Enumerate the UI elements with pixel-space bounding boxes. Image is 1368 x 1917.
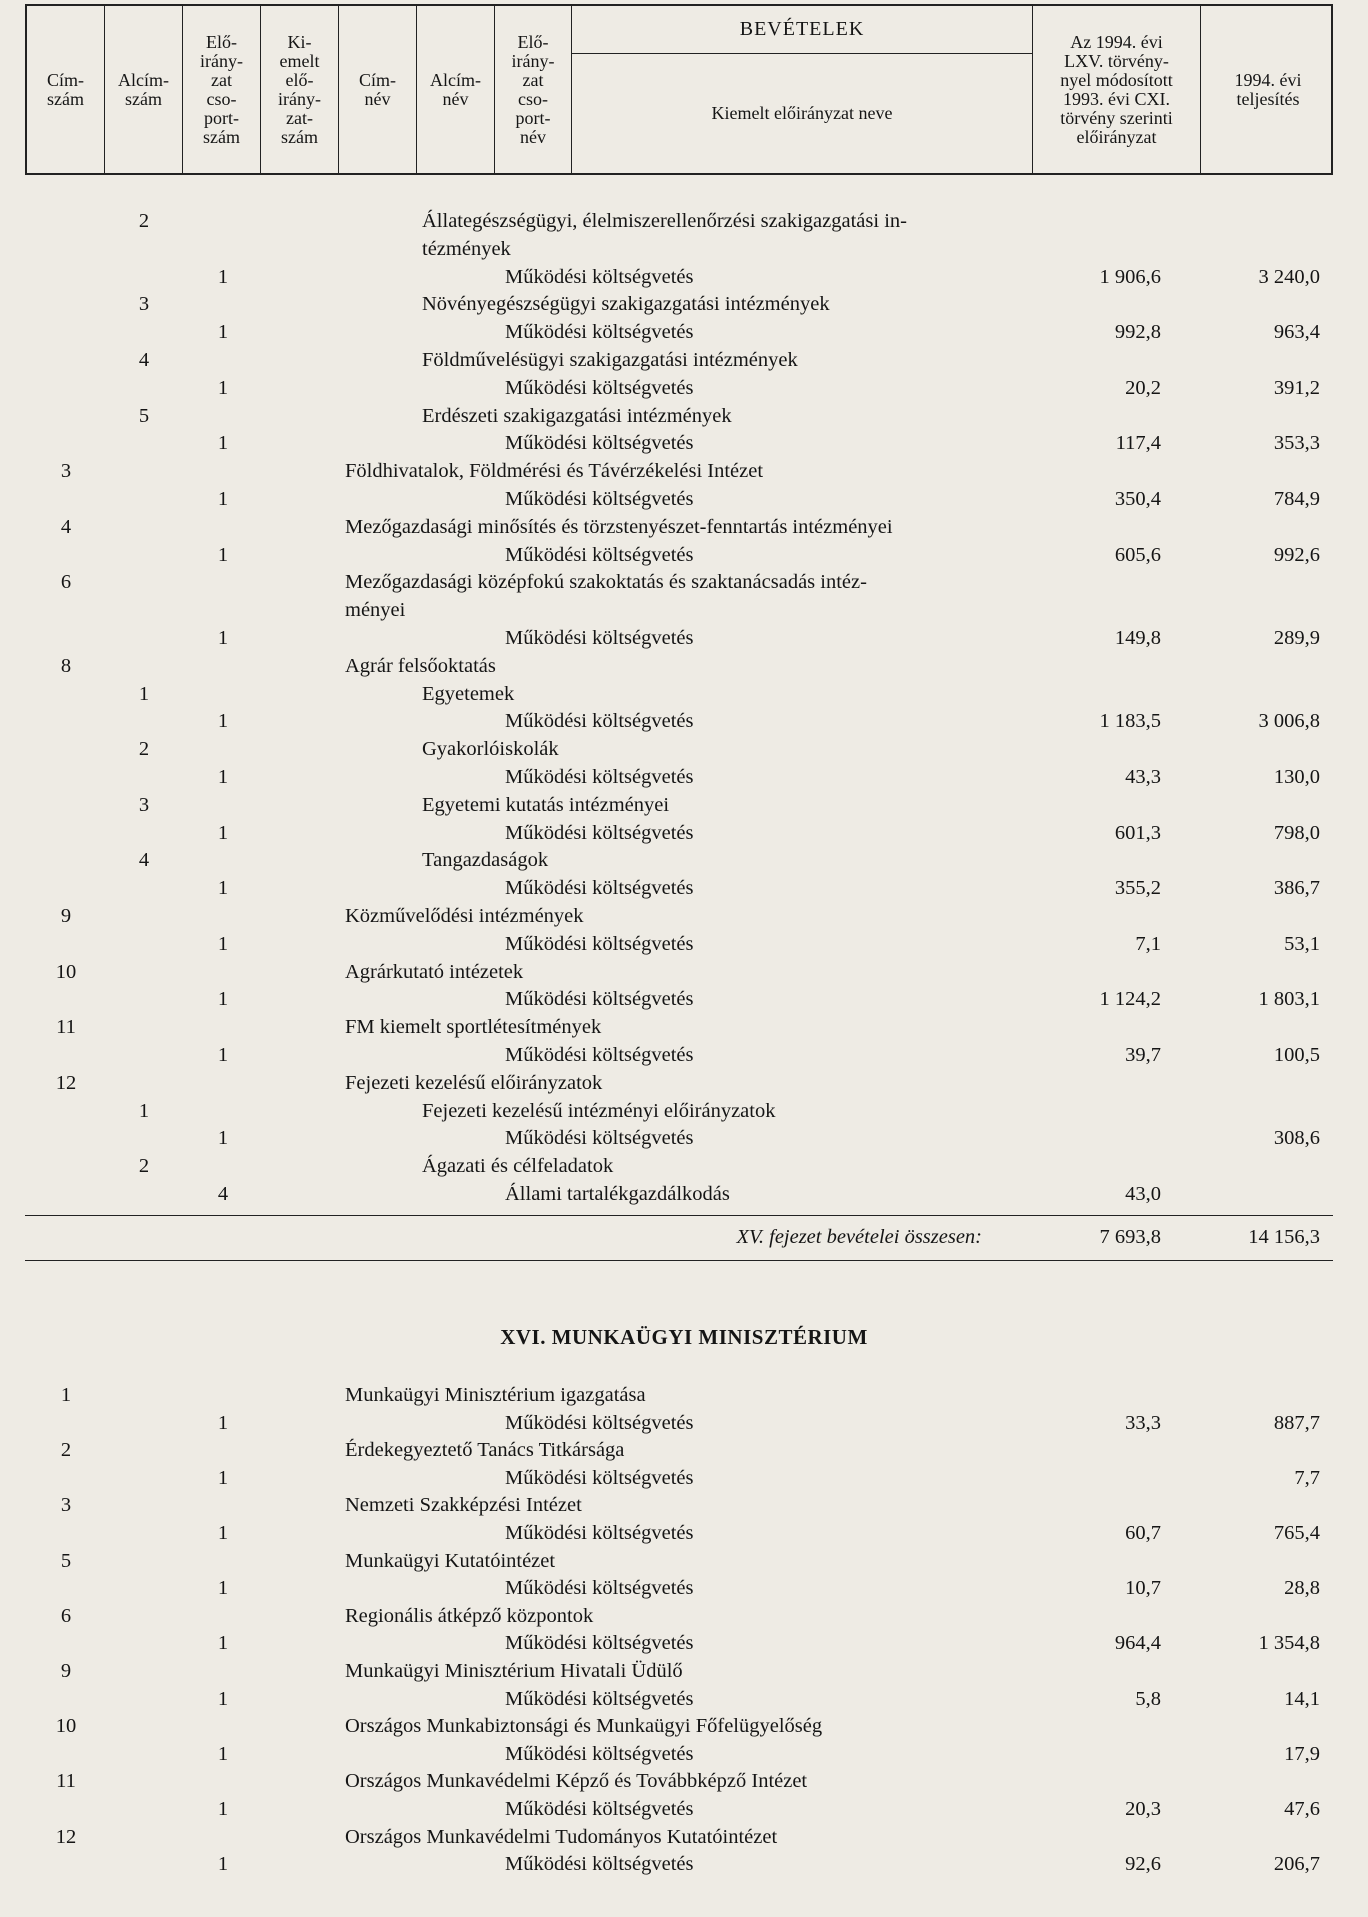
budget-item-name: Működési költségvetés — [505, 1853, 694, 1876]
teljesites-value: 206,7 — [1273, 1853, 1320, 1876]
table-row — [0, 1768, 1368, 1795]
alcim-number: 1 — [138, 1099, 150, 1122]
modositott-value: 60,7 — [1125, 1522, 1161, 1544]
cim-number: 3 — [60, 1494, 72, 1517]
modositott-value: 1 906,6 — [1099, 265, 1161, 288]
cim-name: ményei — [345, 599, 406, 622]
alcim-name: Ágazati és célfeladatok — [422, 1155, 614, 1178]
cim-number: 9 — [60, 905, 72, 927]
header-1994-teljesites: 1994. évi teljesítés — [1234, 69, 1302, 109]
table-row — [0, 820, 1368, 847]
alcim-number: 5 — [138, 404, 150, 427]
kiemelt-number: 1 — [217, 877, 229, 900]
cim-number: 12 — [55, 1825, 77, 1848]
alcim-name: Növényegészségügyi szakigazgatási intézmények — [422, 293, 830, 316]
table-row — [0, 1098, 1368, 1125]
kiemelt-number: 1 — [217, 821, 229, 844]
budget-item-name: Működési költségvetés — [505, 1577, 694, 1600]
table-row — [0, 1548, 1368, 1575]
teljesites-value: 784,9 — [1273, 488, 1320, 510]
modositott-value: 1 183,5 — [1099, 710, 1161, 733]
table-row — [0, 903, 1368, 930]
kiemelt-number: 1 — [217, 932, 229, 955]
header-alcim-szam: Alcím- szám — [105, 6, 183, 173]
cim-number: 10 — [55, 1715, 77, 1738]
cim-name: Mezőgazdasági minősítés és törzstenyészet-fenntartás intézményei — [345, 515, 893, 538]
budget-item-name: Működési költségvetés — [505, 988, 694, 1011]
cim-number: 12 — [55, 1071, 77, 1094]
table-row — [0, 1153, 1368, 1180]
kiemelt-number: 1 — [217, 710, 229, 733]
budget-item-name: Működési költségvetés — [505, 1687, 694, 1710]
budget-item-name: Működési költségvetés — [505, 1127, 694, 1150]
table-row — [0, 625, 1368, 652]
budget-item-name: Működési költségvetés — [505, 432, 694, 455]
total-teljesites-value: 14 156,3 — [1248, 1226, 1320, 1248]
total-bottom-divider — [25, 1260, 1333, 1261]
kiemelt-number: 1 — [217, 1853, 229, 1876]
total-label: XV. fejezet bevételei összesen: — [736, 1226, 982, 1248]
total-modositott-value: 7 693,8 — [1099, 1226, 1161, 1248]
section1-total-row — [0, 1224, 1368, 1251]
kiemelt-number: 1 — [217, 543, 229, 566]
budget-item-name: Működési költségvetés — [505, 1798, 694, 1820]
alcim-name: Tangazdaságok — [422, 849, 549, 872]
budget-item-name: Működési költségvetés — [505, 1522, 694, 1544]
alcim-name: Fejezeti kezelésű intézményi előirányzatok — [422, 1099, 776, 1122]
table-row — [0, 1575, 1368, 1602]
table-row — [0, 375, 1368, 402]
total-top-divider — [25, 1215, 1333, 1216]
header-alcim-nev: Alcím- név — [417, 6, 495, 173]
table-row — [0, 1437, 1368, 1464]
modositott-value: 39,7 — [1125, 1044, 1161, 1066]
table-row — [0, 1796, 1368, 1823]
alcim-name: Földművelésügyi szakigazgatási intézmények — [422, 349, 798, 371]
modositott-value: 149,8 — [1114, 627, 1161, 649]
table-row — [0, 1014, 1368, 1041]
table-row — [0, 319, 1368, 346]
alcim-number: 3 — [138, 293, 150, 316]
teljesites-value: 992,6 — [1273, 543, 1320, 566]
table-row — [0, 1824, 1368, 1851]
teljesites-value: 353,3 — [1273, 432, 1320, 455]
teljesites-value: 47,6 — [1284, 1798, 1320, 1820]
table-row — [0, 1492, 1368, 1519]
budget-item-name: Állami tartalékgazdálkodás — [505, 1183, 730, 1205]
alcim-name: Egyetemi kutatás intézményei — [422, 793, 670, 816]
cim-name: Közművelődési intézmények — [345, 905, 584, 927]
modositott-value: 605,6 — [1114, 543, 1161, 566]
table-row — [0, 986, 1368, 1013]
table-row — [0, 208, 1368, 235]
alcim-number: 4 — [138, 349, 150, 371]
cim-name: Országos Munkavédelmi Tudományos Kutatóintézet — [345, 1825, 778, 1848]
cim-name: Földhivatalok, Földmérési és Távérzékelési Intézet — [345, 460, 764, 483]
table-row — [0, 347, 1368, 374]
table-row — [0, 264, 1368, 291]
alcim-name: Erdészeti szakigazgatási intézmények — [422, 404, 732, 427]
modositott-value: 7,1 — [1135, 932, 1161, 955]
teljesites-value: 963,4 — [1273, 321, 1320, 344]
table-row — [0, 708, 1368, 735]
alcim-number: 2 — [138, 738, 150, 761]
modositott-value: 350,4 — [1114, 488, 1161, 510]
cim-name: Munkaügyi Minisztérium Hivatali Üdülő — [345, 1660, 683, 1682]
table-row — [0, 569, 1368, 596]
kiemelt-number: 1 — [217, 1127, 229, 1150]
table-row — [0, 1042, 1368, 1069]
alcim-number: 3 — [138, 793, 150, 816]
table-row — [0, 1465, 1368, 1492]
kiemelt-number: 1 — [217, 488, 229, 510]
alcim-name: Állategészségügyi, élelmiszerellenőrzési szakigazgatási in- — [422, 210, 907, 232]
teljesites-value: 100,5 — [1273, 1044, 1320, 1066]
alcim-number: 1 — [138, 682, 150, 705]
cim-name: Érdekegyeztető Tanács Titkársága — [345, 1439, 625, 1462]
table-row — [0, 1630, 1368, 1657]
teljesites-value: 765,4 — [1273, 1522, 1320, 1544]
table-row — [0, 1686, 1368, 1713]
cim-name: Agrárkutató intézetek — [345, 960, 524, 983]
alcim-number: 4 — [138, 849, 150, 872]
cim-number: 6 — [60, 1604, 72, 1627]
cim-number: 9 — [60, 1660, 72, 1682]
budget-item-name: Működési költségvetés — [505, 877, 694, 900]
kiemelt-number: 1 — [217, 988, 229, 1011]
table-row — [0, 875, 1368, 902]
kiemelt-number: 1 — [217, 1044, 229, 1066]
teljesites-value: 1 354,8 — [1258, 1632, 1320, 1655]
table-row — [0, 736, 1368, 763]
teljesites-value: 130,0 — [1273, 766, 1320, 788]
teljesites-value: 391,2 — [1273, 376, 1320, 399]
cim-number: 11 — [56, 1016, 76, 1039]
table-row — [0, 1181, 1368, 1208]
cim-number: 4 — [60, 515, 72, 538]
alcim-name: Gyakorlóiskolák — [422, 738, 559, 761]
cim-name: Munkaügyi Minisztérium igazgatása — [345, 1384, 646, 1406]
cim-name: Nemzeti Szakképzési Intézet — [345, 1494, 582, 1517]
teljesites-value: 53,1 — [1284, 932, 1320, 955]
teljesites-value: 289,9 — [1273, 627, 1320, 649]
cim-number: 6 — [60, 571, 72, 594]
kiemelt-number: 1 — [217, 1411, 229, 1434]
header-cim-szam: Cím- szám — [27, 6, 105, 173]
modositott-value: 1 124,2 — [1099, 988, 1161, 1011]
kiemelt-number: 1 — [217, 1742, 229, 1765]
table-row — [0, 792, 1368, 819]
modositott-value: 20,3 — [1125, 1798, 1161, 1820]
table-row — [0, 1520, 1368, 1547]
budget-item-name: Működési költségvetés — [505, 321, 694, 344]
budget-item-name: Működési költségvetés — [505, 1411, 694, 1434]
table-header — [25, 4, 1333, 175]
table-row — [0, 959, 1368, 986]
modositott-value: 601,3 — [1114, 821, 1161, 844]
modositott-value: 33,3 — [1125, 1411, 1161, 1434]
modositott-value: 92,6 — [1125, 1853, 1161, 1876]
header-eloiranyzat-csoport-nev: Elő- irány- zat cso- port- név — [495, 6, 572, 173]
teljesites-value: 3 240,0 — [1258, 265, 1320, 288]
teljesites-value: 7,7 — [1294, 1466, 1320, 1489]
budget-item-name: Működési költségvetés — [505, 1466, 694, 1489]
budget-item-name: Működési költségvetés — [505, 932, 694, 955]
kiemelt-number: 1 — [217, 265, 229, 288]
cim-name: Mezőgazdasági középfokú szakoktatás és szaktanácsadás intéz- — [345, 571, 867, 594]
modositott-value: 10,7 — [1125, 1577, 1161, 1600]
table-row — [0, 291, 1368, 318]
kiemelt-number: 1 — [217, 1687, 229, 1710]
budget-item-name: Működési költségvetés — [505, 265, 694, 288]
table-row — [0, 430, 1368, 457]
modositott-value: 43,0 — [1125, 1183, 1161, 1205]
budget-item-name: Működési költségvetés — [505, 1742, 694, 1765]
kiemelt-number: 1 — [217, 1466, 229, 1489]
cim-name: FM kiemelt sportlétesítmények — [345, 1016, 602, 1039]
cim-number: 11 — [56, 1770, 76, 1793]
header-kiemelt-eloiranyzat-neve: Kiemelt előirányzat neve — [572, 54, 1033, 173]
budget-item-name: Működési költségvetés — [505, 821, 694, 844]
alcim-name: Egyetemek — [422, 682, 515, 705]
alcim-number: 2 — [138, 210, 150, 232]
teljesites-value: 28,8 — [1284, 1577, 1320, 1600]
header-modositott-eloiranyzat: Az 1994. évi LXV. törvény- nyel módosított 1993. évi CXI. törvény szerinti előirányzat — [1033, 6, 1201, 173]
cim-name: Országos Munkabiztonsági és Munkaügyi Főfelügyelőség — [345, 1715, 823, 1738]
table-row — [0, 1658, 1368, 1685]
table-row — [0, 931, 1368, 958]
modositott-value: 43,3 — [1125, 766, 1161, 788]
modositott-value: 992,8 — [1114, 321, 1161, 344]
cim-name: Országos Munkavédelmi Képző és Továbbképző Intézet — [345, 1770, 808, 1793]
teljesites-value: 1 803,1 — [1258, 988, 1320, 1011]
table-row — [0, 1713, 1368, 1740]
cim-name: Munkaügyi Kutatóintézet — [345, 1549, 556, 1572]
table-row — [0, 1410, 1368, 1437]
budget-item-name: Működési költségvetés — [505, 710, 694, 733]
kiemelt-number: 1 — [217, 376, 229, 399]
kiemelt-number: 4 — [217, 1183, 229, 1205]
table-row — [0, 542, 1368, 569]
teljesites-value: 14,1 — [1284, 1687, 1320, 1710]
table-row — [0, 486, 1368, 513]
budget-item-name: Működési költségvetés — [505, 376, 694, 399]
teljesites-value: 308,6 — [1273, 1127, 1320, 1150]
table-row — [0, 458, 1368, 485]
header-kiemelt-eloiranyzat-szam: Ki- emelt elő- irány- zat- szám — [261, 6, 339, 173]
kiemelt-number: 1 — [217, 766, 229, 788]
teljesites-value: 386,7 — [1273, 877, 1320, 900]
teljesites-value: 3 006,8 — [1258, 710, 1320, 733]
cim-number: 3 — [60, 460, 72, 483]
kiemelt-number: 1 — [217, 1577, 229, 1600]
modositott-value: 964,4 — [1114, 1632, 1161, 1655]
modositott-value: 20,2 — [1125, 376, 1161, 399]
budget-item-name: Működési költségvetés — [505, 766, 694, 788]
cim-number: 2 — [60, 1439, 72, 1462]
table-row — [0, 236, 1368, 263]
teljesites-value: 887,7 — [1273, 1411, 1320, 1434]
kiemelt-number: 1 — [217, 1798, 229, 1820]
budget-item-name: Működési költségvetés — [505, 1632, 694, 1655]
cim-name: Regionális átképző központok — [345, 1604, 594, 1627]
table-row — [0, 847, 1368, 874]
kiemelt-number: 1 — [217, 627, 229, 649]
modositott-value: 5,8 — [1135, 1687, 1161, 1710]
table-row — [0, 1851, 1368, 1878]
table-row — [0, 653, 1368, 680]
kiemelt-number: 1 — [217, 1632, 229, 1655]
table-row — [0, 514, 1368, 541]
header-eloiranyzat-csoport-szam: Elő- irány- zat cso- port- szám — [183, 6, 261, 173]
table-row — [0, 1741, 1368, 1768]
budget-item-name: Működési költségvetés — [505, 627, 694, 649]
cim-number: 1 — [60, 1384, 72, 1406]
header-cim-nev: Cím- név — [339, 6, 417, 173]
table-row — [0, 597, 1368, 624]
cim-number: 5 — [60, 1549, 72, 1572]
table-row — [0, 681, 1368, 708]
cim-number: 10 — [55, 960, 77, 983]
modositott-value: 355,2 — [1114, 877, 1161, 900]
table-row — [0, 1603, 1368, 1630]
budget-item-name: Működési költségvetés — [505, 543, 694, 566]
teljesites-value: 798,0 — [1273, 821, 1320, 844]
table-row — [0, 764, 1368, 791]
kiemelt-number: 1 — [217, 432, 229, 455]
modositott-value: 117,4 — [1115, 432, 1161, 455]
table-row — [0, 403, 1368, 430]
alcim-number: 2 — [138, 1155, 150, 1178]
teljesites-value: 17,9 — [1284, 1742, 1320, 1765]
budget-item-name: Működési költségvetés — [505, 488, 694, 510]
cim-number: 8 — [60, 654, 72, 677]
kiemelt-number: 1 — [217, 321, 229, 344]
cim-name: Agrár felsőoktatás — [345, 654, 496, 677]
kiemelt-number: 1 — [217, 1522, 229, 1544]
table-row — [0, 1070, 1368, 1097]
header-bevetelek: BEVÉTELEK — [572, 6, 1033, 54]
table-row — [0, 1382, 1368, 1409]
table-row — [0, 1125, 1368, 1152]
alcim-name: tézmények — [422, 237, 511, 260]
budget-item-name: Működési költségvetés — [505, 1044, 694, 1066]
section-title: XVI. MUNKAÜGYI MINISZTÉRIUM — [500, 1325, 868, 1349]
cim-name: Fejezeti kezelésű előirányzatok — [345, 1071, 603, 1094]
